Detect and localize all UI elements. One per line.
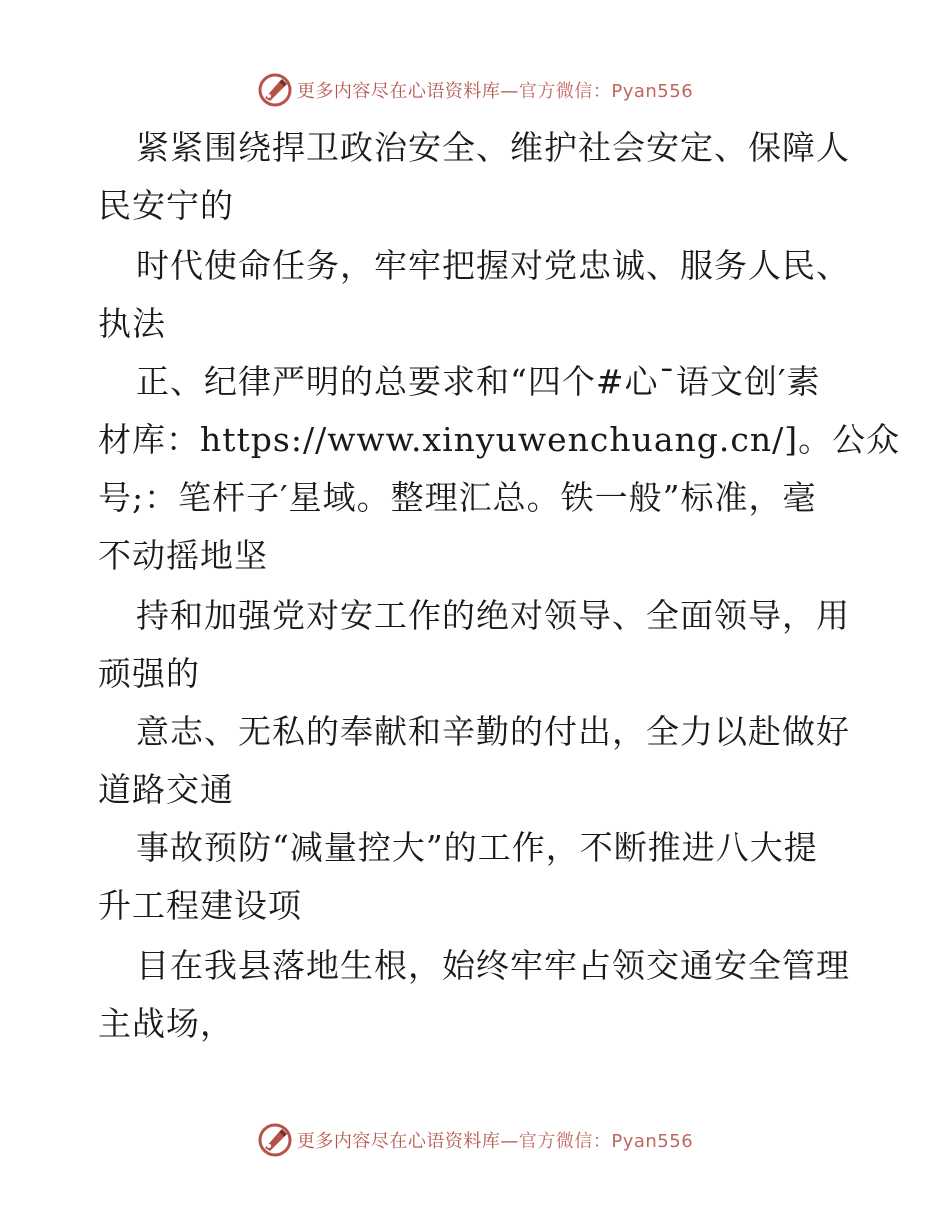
footer-banner-text	[297, 1127, 693, 1153]
body-line: 民安宁的	[98, 186, 234, 225]
header-banner-wechat-text: 官方微信：Pyan556	[518, 81, 694, 102]
body-line: 号;：笔杆子′星域。整理汇总。铁一般”标准，毫	[98, 478, 817, 517]
header-banner-library-text: 更多内容尽在心语资料库—	[296, 81, 519, 102]
body-line: 正、纪律严明的总要求和“四个#心¯语文创′素	[136, 362, 821, 401]
footer-banner-wechat-text: 官方微信：Pyan556	[518, 1131, 694, 1152]
body-line: 顽强的	[98, 654, 200, 693]
body-line: 意志、无私的奉献和辛勤的付出，全力以赴做好	[136, 712, 850, 751]
body-line: 紧紧围绕捍卫政治安全、维护社会安定、保障人	[136, 128, 850, 167]
footer-banner	[0, 1122, 950, 1158]
pen-nib-logo-icon	[257, 1122, 293, 1158]
body-line: 主战场，	[98, 1004, 234, 1043]
body-line: 时代使命任务，牢牢把握对党忠诚、服务人民、	[136, 246, 850, 285]
body-line: 道路交通	[98, 770, 234, 809]
pen-nib-logo-icon	[257, 72, 293, 108]
body-line: 执法	[98, 304, 166, 343]
body-line: 升工程建设项	[98, 886, 302, 925]
footer-banner-library-text: 更多内容尽在心语资料库—	[296, 1131, 519, 1152]
body-line: 持和加强党对安工作的绝对领导、全面领导，用	[136, 596, 850, 635]
body-line: 材库：https://www.xinyuwenchuang.cn/]。公众	[98, 420, 901, 459]
body-line: 事故预防“减量控大”的工作，不断推进八大提	[136, 828, 818, 867]
header-banner-text	[297, 77, 693, 103]
body-line: 目在我县落地生根，始终牢牢占领交通安全管理	[136, 946, 850, 985]
header-banner	[0, 72, 950, 108]
body-line: 不动摇地坚	[98, 536, 268, 575]
